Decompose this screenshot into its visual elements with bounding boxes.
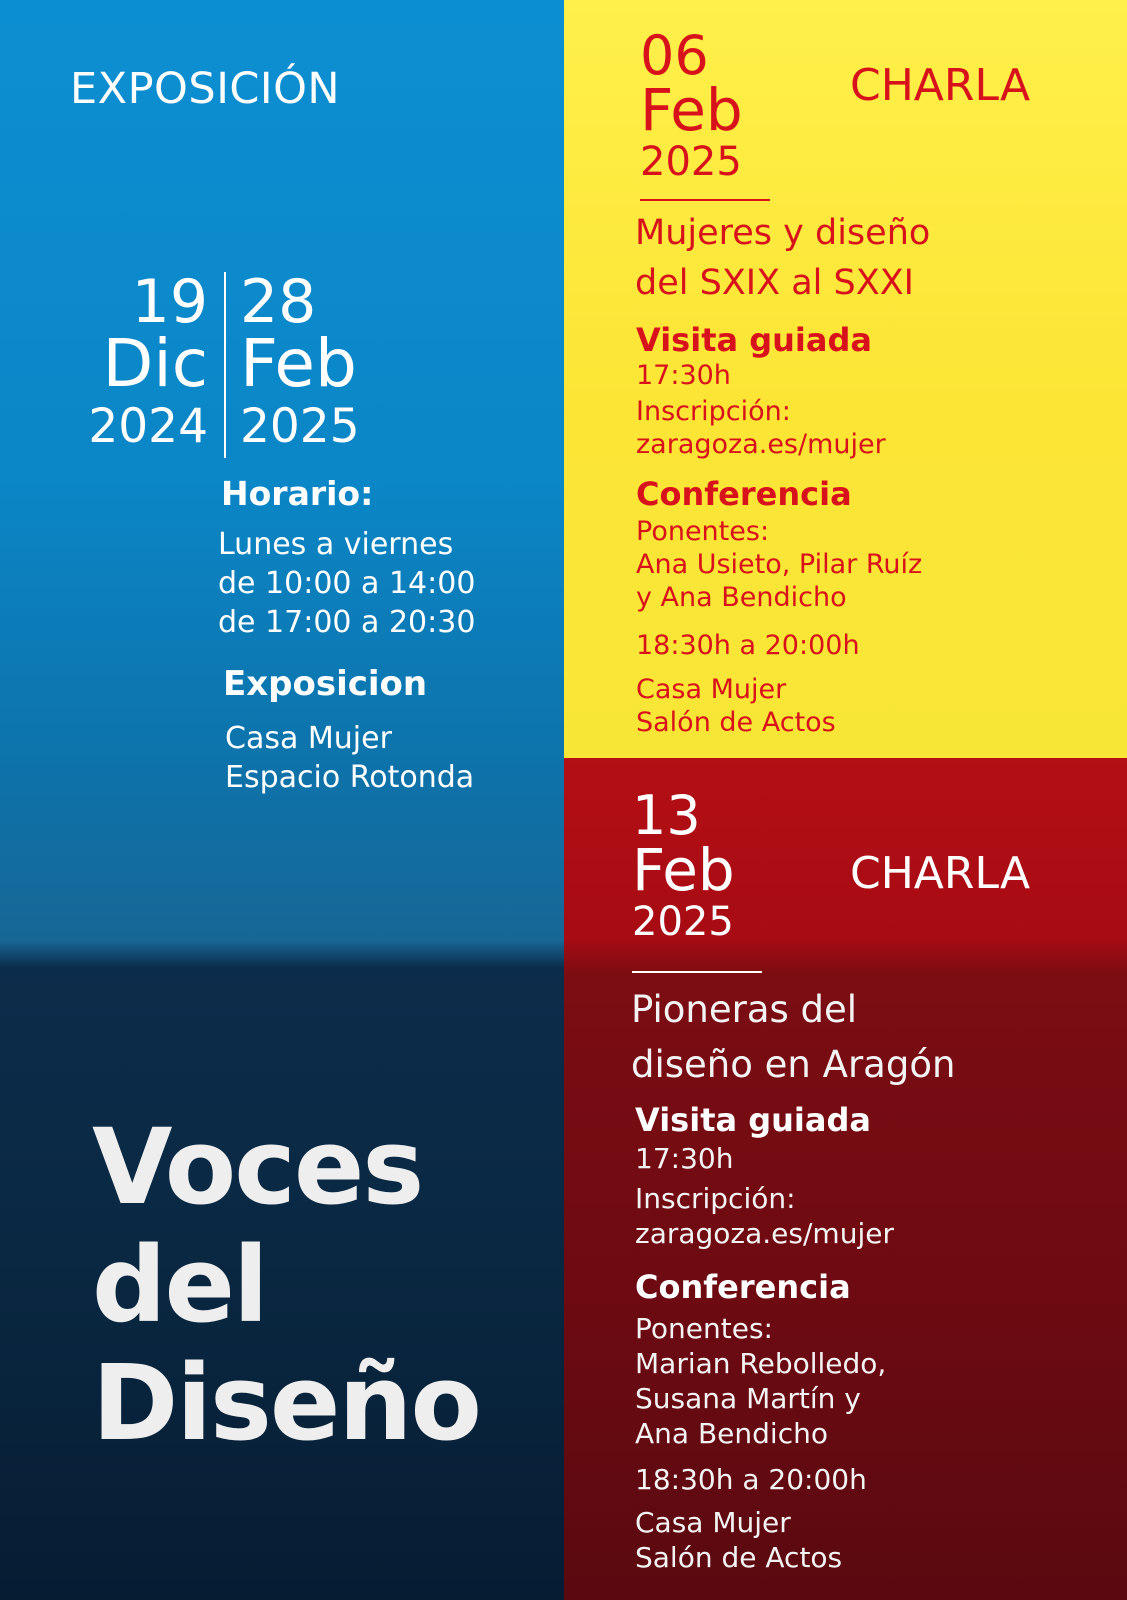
charla-1-ponentes-1: Ana Usieto, Pilar Ruíz — [636, 549, 923, 580]
charla-1-date — [640, 24, 743, 186]
charla-2-place-1: Casa Mujer — [635, 1506, 791, 1539]
horario-line-1: Lunes a viernes — [218, 527, 454, 562]
title-line-1: Voces — [92, 1106, 423, 1228]
charla-2-inscripcion-url: zaragoza.es/mujer — [635, 1217, 894, 1250]
charla-2-place-2: Salón de Actos — [635, 1541, 843, 1574]
lugar-line-2: Espacio Rotonda — [225, 760, 475, 795]
charla-1-month: Feb — [640, 76, 743, 144]
charla-2-rule — [632, 971, 762, 973]
horario-line-2: de 10:00 a 14:00 — [218, 566, 476, 601]
charla-1-rule — [640, 199, 770, 201]
charla-2-date — [632, 784, 735, 946]
charla-2-time: 18:30h a 20:00h — [635, 1463, 867, 1496]
charla-1-title-2: del SXIX al SXXI — [635, 263, 915, 303]
start-year: 2024 — [88, 399, 208, 454]
start-day: 19 — [131, 267, 208, 337]
charla-1-inscripcion-label: Inscripción: — [636, 396, 791, 427]
title-line-2: del — [92, 1224, 267, 1346]
date-divider — [224, 272, 226, 458]
charla-2-year: 2025 — [632, 899, 734, 945]
charla-2-ponentes-1: Marian Rebolledo, — [635, 1347, 887, 1380]
charla-1-visita-time: 17:30h — [636, 360, 731, 391]
horario-line-3: de 17:00 a 20:30 — [218, 605, 476, 640]
charla-1-place-1: Casa Mujer — [636, 674, 787, 705]
charla-2-day: 13 — [632, 784, 701, 847]
exposicion-start-date — [88, 267, 208, 457]
exposicion-end-date — [240, 267, 360, 457]
charla-2-inscripcion-label: Inscripción: — [635, 1182, 796, 1215]
charla-2-visita-heading: Visita guiada — [635, 1101, 871, 1139]
charla-2-title-1: Pioneras del — [631, 988, 858, 1031]
poster-title — [92, 1108, 480, 1462]
charla-1-place-2: Salón de Actos — [636, 707, 836, 738]
charla-2-visita-time: 17:30h — [635, 1142, 734, 1175]
title-line-3: Diseño — [92, 1342, 480, 1464]
lugar-heading: Exposicion — [223, 664, 428, 704]
charla-2-ponentes-3: Ana Bendicho — [635, 1417, 828, 1450]
charla-1-title-1: Mujeres y diseño — [635, 213, 931, 253]
charla-2-ponentes-2: Susana Martín y — [635, 1382, 861, 1415]
charla-1-ponentes-2: y Ana Bendicho — [636, 582, 847, 613]
horario-heading: Horario: — [221, 474, 374, 513]
start-month: Dic — [102, 325, 208, 402]
charla-2-label: CHARLA — [850, 848, 1031, 899]
end-year: 2025 — [240, 399, 360, 454]
end-day: 28 — [240, 267, 317, 337]
charla-2-title-2: diseño en Aragón — [631, 1043, 956, 1086]
charla-2-conferencia-heading: Conferencia — [635, 1268, 851, 1306]
charla-2-ponentes-label: Ponentes: — [635, 1312, 773, 1345]
charla-1-inscripcion-url: zaragoza.es/mujer — [636, 429, 886, 460]
charla-1-label: CHARLA — [850, 60, 1031, 111]
charla-1-visita-heading: Visita guiada — [636, 321, 872, 359]
charla-2-month: Feb — [632, 836, 735, 904]
charla-1-conferencia-heading: Conferencia — [636, 475, 852, 513]
end-month: Feb — [240, 325, 357, 402]
charla-1-time: 18:30h a 20:00h — [636, 630, 860, 661]
charla-1-day: 06 — [640, 24, 709, 87]
charla-1-year: 2025 — [640, 139, 742, 185]
exposicion-label: EXPOSICIÓN — [70, 64, 341, 114]
lugar-line-1: Casa Mujer — [225, 721, 392, 756]
charla-1-ponentes-label: Ponentes: — [636, 516, 770, 547]
